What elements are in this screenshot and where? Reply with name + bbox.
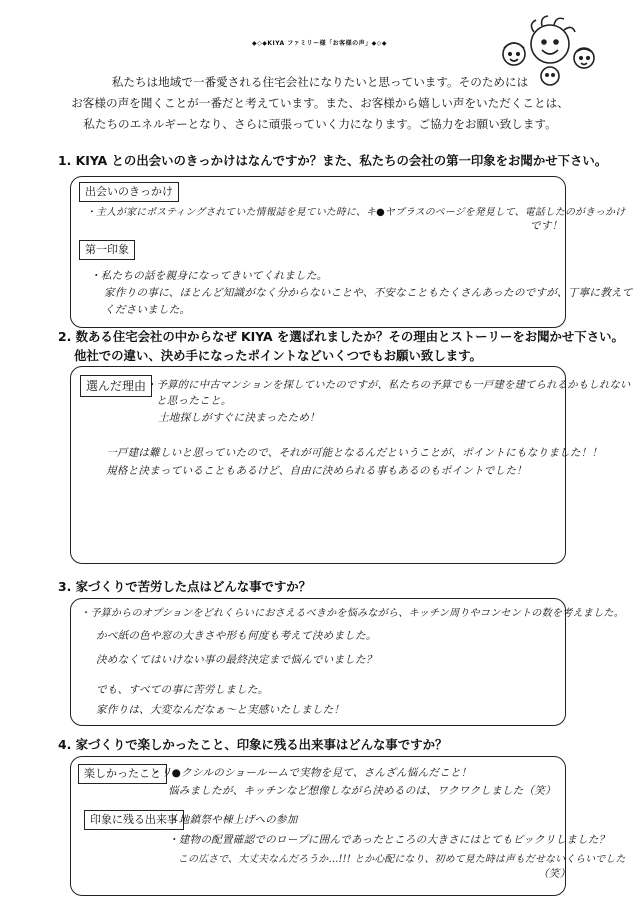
tag-first-impression: 第一印象	[79, 240, 135, 260]
intro-line: 私たちのエネルギーとなり、さらに頑張っていく力になります。ご協力をお願い致します。	[83, 117, 557, 131]
answer-line: 一戸建は難しいと思っていたので、それが可能となるんだということが、ポイントにもなりました！！	[106, 447, 603, 459]
answer-line: でも、すべての事に苦労しました。	[96, 684, 269, 696]
answer-line: 決めなくてはいけない事の最終決定まで悩んでいました？	[96, 654, 377, 666]
answer-line: くださいました。	[104, 304, 191, 316]
answer-line: ・建物の配置確認でのロープに囲んであったところの大きさにはとてもビックリしました？	[168, 834, 610, 846]
answer-line: と思ったこと。	[156, 395, 232, 407]
answer-line: ・主人が家にポスティングされていた情報誌を見ていた時に、キ●ヤプラスのページを発見して、電話したのがきっかけ	[86, 207, 626, 218]
answer-line: この広さで、大丈夫なんだろうか…!!! とか心配になり、初めて見た時は声もだせないくらいでした	[178, 854, 626, 865]
intro-line: 私たちは地域で一番愛される住宅会社になりたいと思っています。そのためには	[111, 75, 529, 89]
tag-fun: 楽しかったこと	[78, 764, 167, 784]
intro-text	[40, 72, 600, 135]
intro-line: お客様の声を聞くことが一番だと考えています。また、お客様から嬉しい声をいただくことは、	[71, 96, 569, 110]
answer-line: 家作りは、大変なんだなぁ～と実感いたしました！	[96, 704, 345, 716]
tag-memorable: 印象に残る出来事	[84, 810, 184, 830]
tag-encounter: 出会いのきっかけ	[79, 182, 179, 202]
answer-line: ・予算的に中古マンションを探していたのですが、私たちの予算でも一戸建を建てられるかもしれない	[146, 379, 631, 391]
answer-line: です！	[530, 220, 563, 232]
question-2-sub: 他社での違い、決め手になったポイントなどいくつでもお願い致します。	[74, 348, 482, 363]
answer-line: 悩みましたが、キッチンなど想像しながら決めるのは、ワクワクしました（笑）	[168, 785, 556, 797]
page-title: ◆◇◆KIYA ファミリー様「お客様の声」◆◇◆	[252, 40, 387, 47]
answer-line: ・地鎮祭や棟上げへの参加	[168, 814, 298, 826]
answer-line: 規格と決まっていることもあるけど、自由に決められる事もあるのもポイントでした！	[106, 465, 527, 477]
answer-line: ・予算からのオプションをどれくらいにおさえるべきかを悩みながら、キッチン周りやコンセントの数を考えました。	[80, 608, 624, 619]
question-3: 3. 家づくりで苦労した点はどんな事ですか？	[58, 579, 312, 594]
tag-reason: 選んだ理由	[80, 375, 152, 397]
question-4: 4. 家づくりで楽しかったこと、印象に残る出来事はどんな事ですか？	[58, 737, 448, 752]
answer-line: ・私たちの話を親身になってきいてくれました。	[90, 270, 328, 282]
answer-line: かべ紙の色や窓の大きさや形も何度も考えて決めました。	[96, 630, 377, 642]
question-2: 2. 数ある住宅会社の中からなぜ KIYA を選ばれましたか？その理由とストーリーをお聞かせ下さい。	[58, 329, 624, 344]
answer-line: ・リ●クシルのショールームで実物を見て、さんざん悩んだこと！	[150, 767, 472, 779]
answer-line: 土地探しがすぐに決まったため！	[158, 412, 320, 424]
question-1: 1. KIYA との出会いのきっかけはなんですか？また、私たちの会社の第一印象をお聞かせ下さい。	[58, 153, 608, 168]
answer-line: 家作りの事に、ほとんど知識がなく分からないことや、不安なこともたくさんあったのですが、丁寧に教えて	[104, 287, 633, 299]
answer-line: （笑）	[538, 868, 571, 880]
